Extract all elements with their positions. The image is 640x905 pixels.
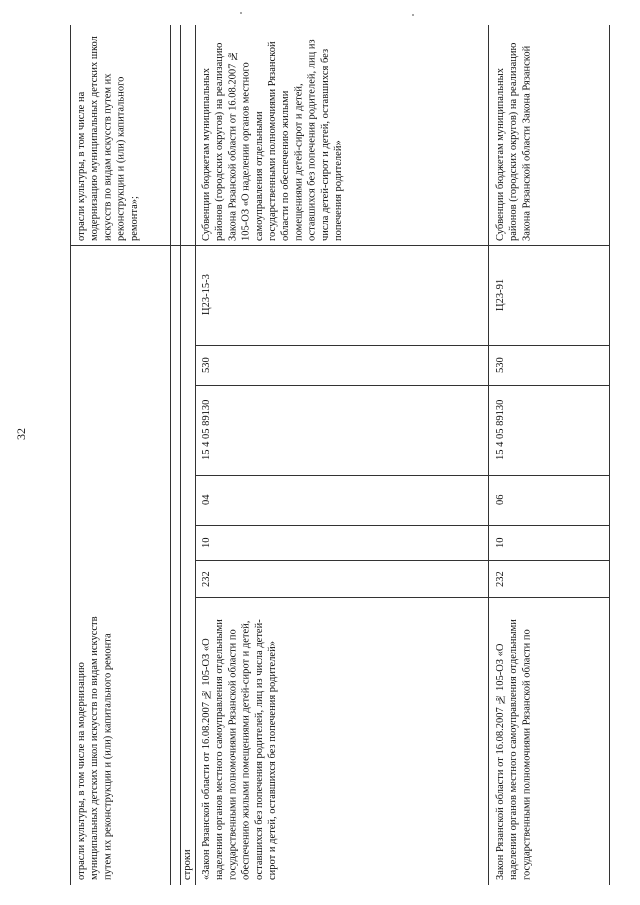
row2-ministry: 232	[495, 571, 506, 587]
row2-code: Ц23-91	[495, 278, 506, 312]
scan-speck	[412, 14, 414, 16]
row2-target: 15 4 05 89130	[495, 399, 506, 461]
page-number: 32	[14, 428, 28, 440]
rotated-table	[70, 25, 610, 885]
row1-target: 15 4 05 89130	[201, 399, 212, 461]
intro-label: строки	[182, 849, 193, 880]
row1-ministry: 232	[201, 571, 212, 587]
row2-description: Субвенции бюджетам муниципальных районов (городских округов) на реализацию Закона Рязанской области Закона Рязанской	[495, 42, 533, 241]
row2-section: 10	[495, 537, 506, 549]
row1-description: Субвенции бюджетам муниципальных районов (городских округов) на реализацию Закона Рязанской области от 16.08.2007 № 105-ОЗ «О наделении органов местного самоуправления отдельными государственными полномочиями Рязанской области по обеспечению жилыми помещениями детей-сирот и детей, оставшихся без попечения родителей, лиц из числа детей-сирот и детей, оставшихся без попечения родителей»	[201, 39, 345, 241]
scan-speck	[240, 12, 242, 14]
row1-expense-type: 530	[201, 357, 212, 373]
row1-code: Ц23-15-3	[201, 274, 212, 316]
top-row-description: отрасли культуры, в том числе на модернизацию муниципальных детских школ искусств по видам искусств путем их реконструкции и (или) капитального ремонта»;	[76, 36, 140, 241]
row2-name: Закон Рязанской области от 16.08.2007 № 105-ОЗ «О наделении органов местного самоуправления отдельными государственными полномочиями Рязанской области по	[495, 619, 533, 880]
top-row-name: отрасли культуры, в том числе на модернизацию муниципальных детских школ искусств по видам искусств путем их реконструкции и (или) капитального ремонта	[76, 616, 114, 880]
row1-subsection: 04	[201, 494, 212, 506]
row2-subsection: 06	[495, 494, 506, 506]
row1-name: «Закон Рязанской области от 16.08.2007 № 105-ОЗ «О наделении органов местного самоуправления отдельными государственными полномочиями Рязанской области по обеспечению жилыми помещениями детей-сирот и детей, оставшихся без попечения родителей, лиц из числа детей-сирот и детей, оставшихся без попечения родителей»	[201, 619, 279, 880]
row2-expense-type: 530	[495, 357, 506, 373]
row1-section: 10	[201, 537, 212, 549]
